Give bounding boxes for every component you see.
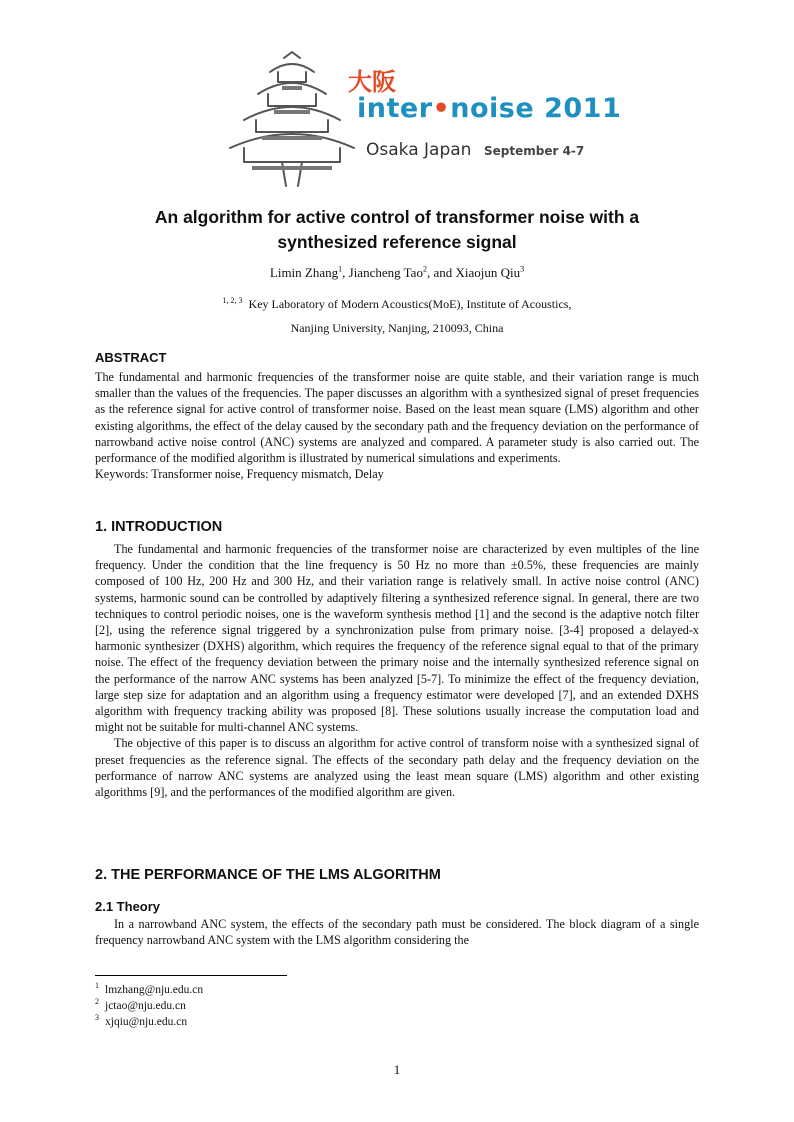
- abstract-text: The fundamental and harmonic frequencies of the transformer noise are quite stable, and their variation range is much smaller than the values of the frequencies. The paper discusses an algorithm with a synthesized signal of preset frequencies as the reference signal for active control of transformer noise. Based on the least mean square (LMS) algorithm and other existing algorithms, the effect of the delay caused by the secondary path and the frequency deviation on the performance of narrowband active noise control (ANC) systems are analyzed and compared. A parameter study is also carried out. The performance of the modified algorithm is illustrated by numerical simulations and experiments.: [95, 370, 699, 466]
- footnote-1-email: lmzhang@nju.edu.cn: [105, 984, 204, 996]
- author-sep-2: , and Xiaojun Qiu: [426, 265, 521, 280]
- affiliation-line-2: Nanjing University, Nanjing, 210093, China: [290, 321, 504, 335]
- footnote-3-mark: 3: [95, 1013, 99, 1023]
- section-1-body: [95, 541, 699, 800]
- author-sep-1: , Jiancheng Tao: [342, 265, 423, 280]
- section-1-paragraph-1: The fundamental and harmonic frequencies of the transformer noise are characterized by even multiples of the line frequency. Under the condition that the line frequency is 50 Hz no more than ±0.5%, these frequencies are mainly composed of 100 Hz, 200 Hz and 300 Hz, and their variation range is relatively small. In active noise control (ANC) systems, harmonic sound can be controlled by adaptively filtering a synthesized reference signal. In general, there are two techniques to control periodic noises, one is the waveform synthesis method [1] and the second is the adaptive notch filter [2], using the reference signal triggered by a synchronization pulse from primary noise. [3-4] proposed a delayed-x harmonic synthesizer (DXHS) algorithm, which requires the frequency of the reference signal equal to that of the primary noise. The effect of the frequency deviation between the primary noise and the internally synthesized reference signal on the performance of the narrow ANC systems has been analyzed [5-7]. To minimize the effect of the frequency deviation, large step size for adaptation and an algorithm using a frequency estimator were developed [7], and an extended DXHS algorithm with frequency tracking ability was proposed [8]. These solutions usually increase the computation load and might not be suitable for multi-channel ANC systems.: [95, 542, 699, 735]
- footnote-3: [95, 1014, 203, 1030]
- footnotes: [95, 982, 203, 1030]
- author-1-mark: 1: [338, 264, 343, 274]
- logo-kanji: 大阪: [348, 70, 396, 96]
- author-3-mark: 3: [520, 264, 525, 274]
- author-1: Limin Zhang: [269, 265, 339, 280]
- title-line-2: synthesized reference signal: [277, 232, 517, 252]
- section-2-heading: 2. THE PERFORMANCE OF THE LMS ALGORITHM: [95, 867, 441, 883]
- logo-dates: September 4-7: [484, 144, 585, 158]
- footnote-2: [95, 998, 203, 1014]
- subsection-2-1-heading: 2.1 Theory: [95, 899, 161, 914]
- footnote-2-email: jctao@nju.edu.cn: [105, 1000, 186, 1012]
- section-2-body: [95, 916, 699, 948]
- affiliation: [95, 292, 699, 340]
- logo-brand-prefix: inter: [357, 93, 433, 124]
- title-line-1: An algorithm for active control of transformer noise with a: [154, 207, 640, 227]
- footnote-3-email: xjqiu@nju.edu.cn: [105, 1016, 188, 1028]
- author-2-mark: 2: [422, 264, 427, 274]
- logo-brand-suffix: noise 2011: [450, 93, 622, 124]
- affiliation-line-1: [95, 292, 699, 316]
- footnote-1: [95, 982, 203, 998]
- affiliation-text-1: Key Laboratory of Modern Acoustics(MoE), Institute of Acoustics,: [248, 297, 572, 311]
- logo-brand: [357, 93, 621, 124]
- footnote-1-mark: 1: [95, 981, 99, 991]
- abstract-body: [95, 369, 699, 482]
- logo-brand-dot: •: [432, 93, 451, 124]
- paper-title: [95, 205, 699, 255]
- author-list: [95, 265, 699, 281]
- footnote-divider: [95, 975, 287, 976]
- abstract-heading: ABSTRACT: [95, 350, 167, 365]
- abstract-keywords: Keywords: Transformer noise, Frequency mismatch, Delay: [95, 467, 384, 482]
- affiliation-marks: 1, 2, 3: [222, 296, 243, 305]
- section-1-heading: 1. INTRODUCTION: [95, 519, 223, 535]
- page-number: 1: [393, 1062, 401, 1077]
- footnote-2-mark: 2: [95, 997, 99, 1007]
- logo-city: Osaka Japan: [366, 140, 472, 160]
- section-2-paragraph-1: In a narrowband ANC system, the effects of the secondary path must be considered. The block diagram of a single frequency narrowband ANC system with the LMS algorithm considering the: [95, 917, 699, 948]
- section-1-paragraph-2: The objective of this paper is to discuss an algorithm for active control of transform noise with a synthesized signal of preset frequencies as the reference signal. The effects of the secondary path delay and the frequency deviation on the performance of narrow ANC systems are analyzed using the least mean square (LMS) algorithm and other existing algorithms [9], and the performances of the modified algorithm are given.: [95, 736, 699, 800]
